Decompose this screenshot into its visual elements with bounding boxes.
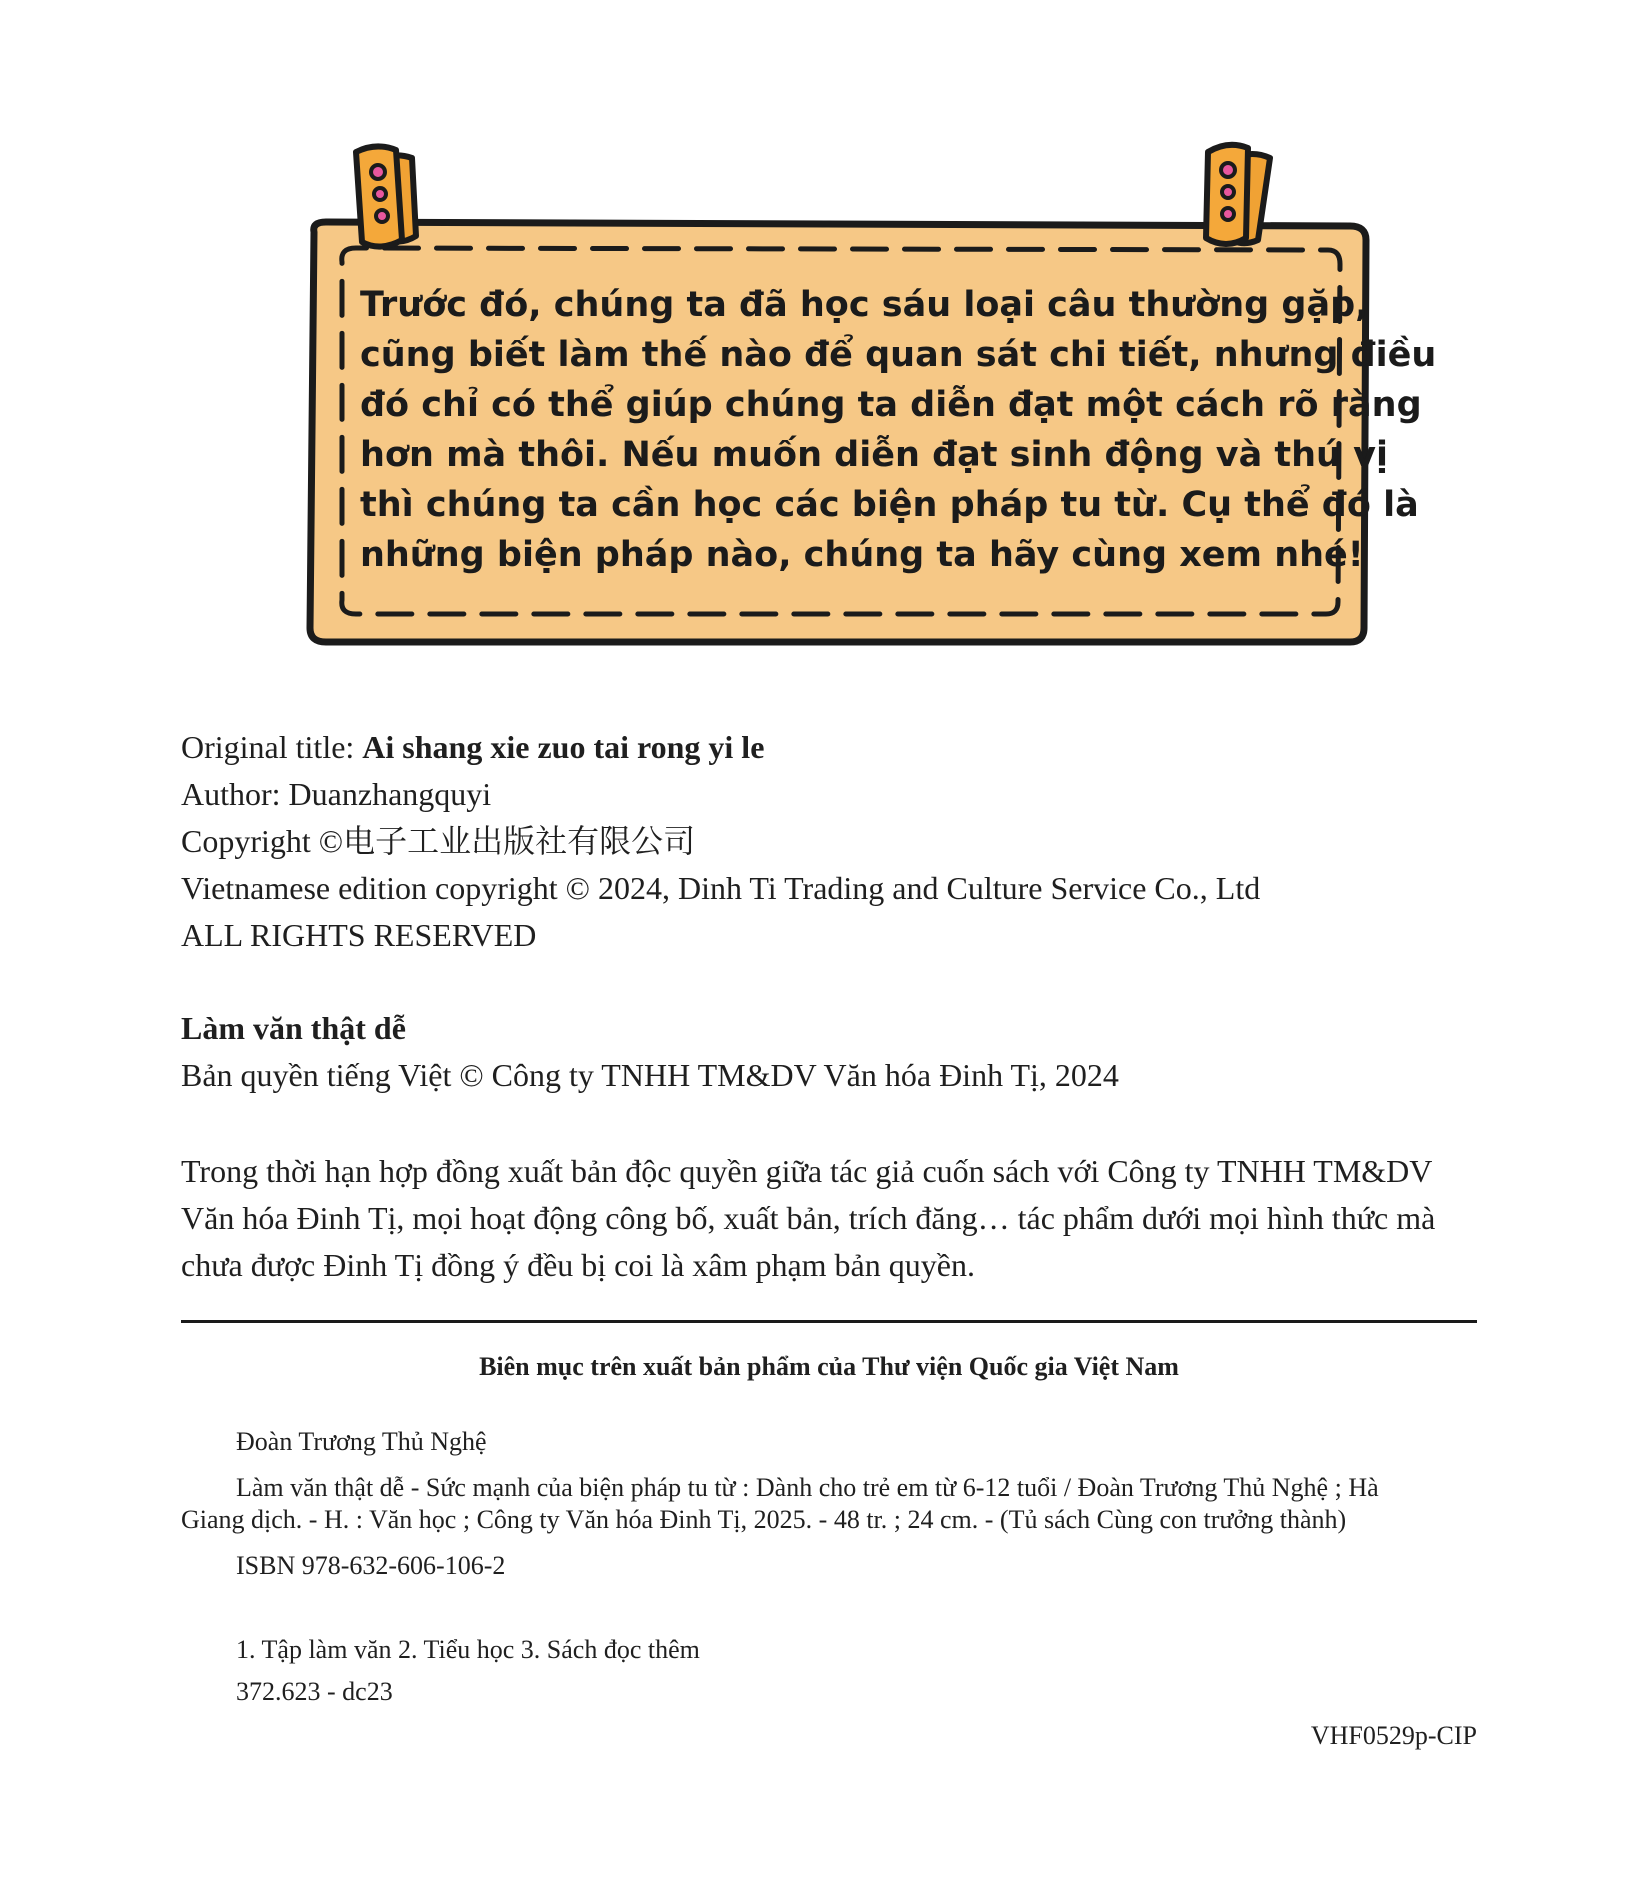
divider [181,1320,1477,1323]
notice-line: Trong thời hạn hợp đồng xuất bản độc quyền giữa tác giả cuốn sách với Công ty TNHH TM&DV [181,1153,1433,1189]
original-title-line [181,724,1481,771]
notice-line: Văn hóa Đinh Tị, mọi hoạt động công bố, xuất bản, trích đăng… tác phẩm dưới mọi hình thức mà [181,1200,1436,1236]
cip-entry-line: Giang dịch. - H. : Văn học ; Công ty Văn hóa Đinh Tị, 2025. - 48 tr. ; 24 cm. - (Tủ sách Cùng con trưởng thành) [181,1505,1347,1534]
sign-line: đó chỉ có thể giúp chúng ta diễn đạt một cách rõ ràng [360,385,1422,425]
cip-entry-line: Làm văn thật dễ - Sức mạnh của biện pháp tu từ : Dành cho trẻ em từ 6-12 tuổi / Đoàn Trương Thủ Nghệ ; Hà [236,1473,1379,1502]
vietnamese-copyright: Bản quyền tiếng Việt © Công ty TNHH TM&DV Văn hóa Đinh Tị, 2024 [181,1057,1119,1093]
cip-ddc: 372.623 - dc23 [236,1677,393,1706]
copyright-line: Copyright ©电子工业出版社有限公司 [181,823,696,859]
rights-line: ALL RIGHTS RESERVED [181,917,537,953]
original-title: Ai shang xie zuo tai rong yi le [362,729,765,765]
left-clip-icon [356,146,416,246]
cip-isbn: ISBN 978-632-606-106-2 [236,1551,506,1580]
notice-line: chưa được Đinh Tị đồng ý đều bị coi là xâm phạm bản quyền. [181,1247,975,1283]
book-title: Làm văn thật dễ [181,1010,406,1046]
author-line: Author: Duanzhangquyi [181,776,492,812]
copyright-notice [181,1148,1481,1289]
cip-author: Đoàn Trương Thủ Nghệ [236,1427,487,1456]
cip-code: VHF0529p-CIP [1310,1721,1477,1750]
sign-message [360,280,1437,580]
original-title-label: Original title: [181,729,363,765]
sign-line: hơn mà thôi. Nếu muốn diễn đạt sinh động và thú vị [360,435,1388,475]
sign-line: cũng biết làm thế nào để quan sát chi tiết, nhưng điều [360,335,1437,375]
sign-line: Trước đó, chúng ta đã học sáu loại câu thường gặp, [360,285,1369,325]
sign-line: những biện pháp nào, chúng ta hãy cùng xem nhé! [360,535,1364,575]
cip-heading: Biên mục trên xuất bản phẩm của Thư viện Quốc gia Việt Nam [479,1352,1179,1381]
vietnamese-edition-line: Vietnamese edition copyright © 2024, Dinh Ti Trading and Culture Service Co., Ltd [181,870,1261,906]
copyright-block [181,724,1481,959]
right-clip-icon [1206,145,1270,244]
speech-sign-board [300,140,1437,650]
vietnamese-title-block [181,1005,1481,1099]
cip-subjects: 1. Tập làm văn 2. Tiểu học 3. Sách đọc thêm [236,1635,700,1664]
sign-line: thì chúng ta cần học các biện pháp tu từ. Cụ thể đó là [360,485,1419,525]
